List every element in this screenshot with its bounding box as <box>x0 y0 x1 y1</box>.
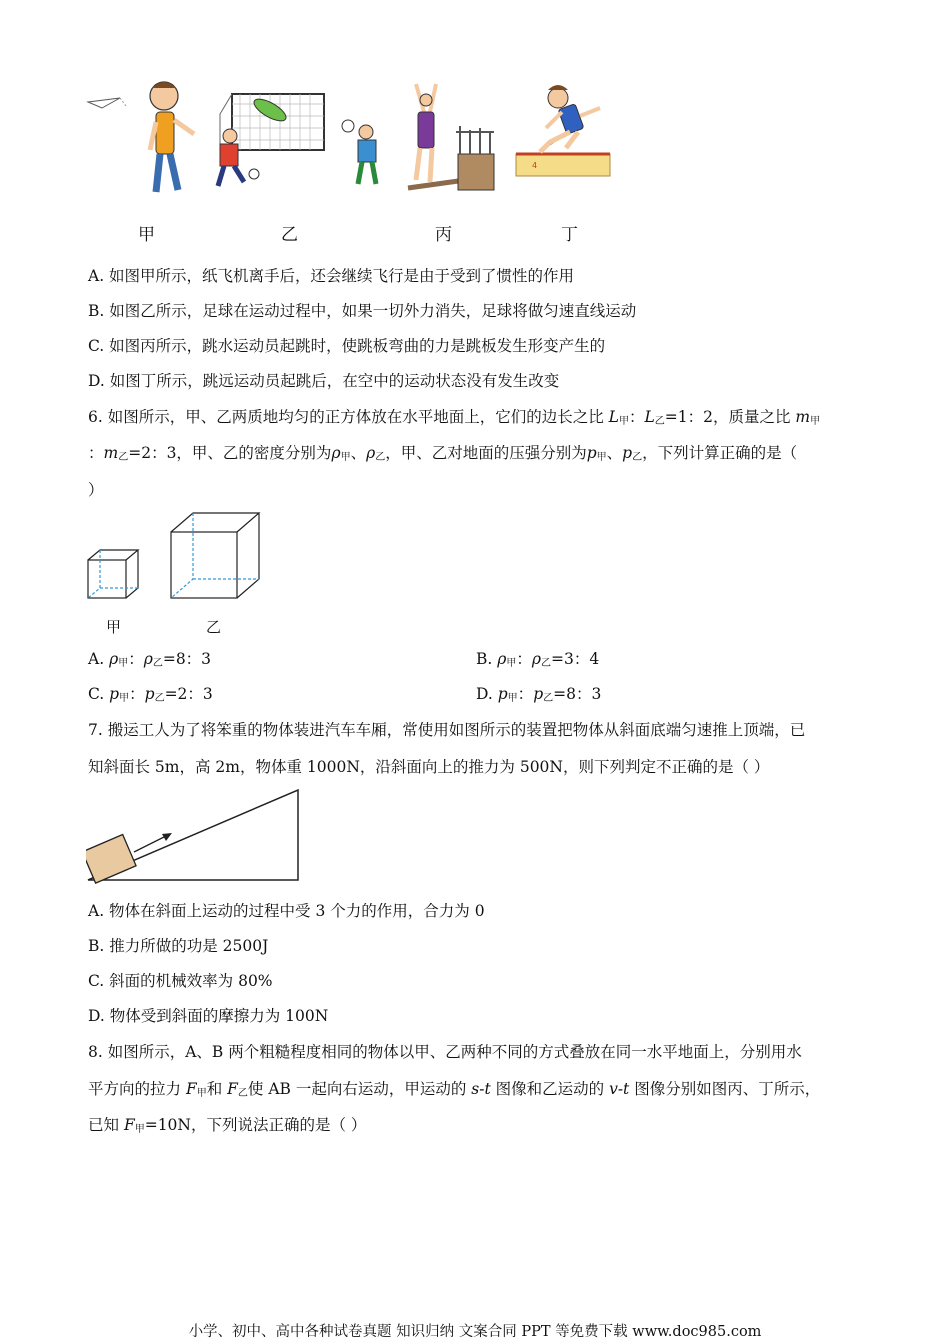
paper-plane-boy-illustration <box>88 82 194 192</box>
q5-option-d: D. 如图丁所示，跳远运动员起跳后，在空中的运动状态没有发生改变 <box>88 372 560 390</box>
small-cube-jia <box>88 550 138 598</box>
long-jump-illustration <box>516 85 610 176</box>
q8-stem-line3: 已知 $F_甲=10N$，下列说法正确的是（ ） <box>88 1116 367 1135</box>
figure-cubes <box>86 510 266 605</box>
push-force-arrow <box>134 833 172 852</box>
q5-option-a: A. 如图甲所示，纸飞机离手后，还会继续飞行是由于受到了惯性的作用 <box>88 267 575 285</box>
q7-option-d: D. 物体受到斜面的摩擦力为 100N <box>88 1007 329 1025</box>
q7-option-b: B. 推力所做的功是 2500J <box>88 937 269 955</box>
q5-option-b: B. 如图乙所示，足球在运动过程中，如果一切外力消失，足球将做匀速直线运动 <box>88 302 637 320</box>
figure-incline <box>86 788 302 884</box>
figure-label-ding: 丁 <box>561 225 578 245</box>
diving-illustration <box>408 84 494 190</box>
page-footer: 小学、初中、高中各种试卷真题 知识归纳 文案合同 PPT 等免费下载 www.doc985.com <box>188 1324 762 1340</box>
figure-label-bing: 丙 <box>435 225 452 245</box>
cube-label-jia: 甲 <box>106 618 122 636</box>
box-on-incline <box>86 835 136 884</box>
q7-stem-line1: 7. 搬运工人为了将笨重的物体装进汽车车厢，常使用如图所示的装置把物体从斜面底端匀速推上顶端，已 <box>88 721 806 739</box>
figure-inertia-illustrations <box>80 70 620 200</box>
q8-stem-line2: 平方向的拉力 $F_甲$和 $F_乙$使 AB 一起向右运动，甲运动的 s-t 图像和乙运动的 v-t 图像分别如图丙、丁所示， <box>88 1080 821 1099</box>
q6-option-a: A. $\rho_甲$：$\rho_乙=8$：3 <box>88 650 212 669</box>
cube-label-yi: 乙 <box>206 618 222 636</box>
q6-stem-line2: ：$m_乙=2$：3，甲、乙的密度分别为$\rho_甲$、$\rho_乙$，甲、乙对地面的压强分别为$p_甲$、$p_乙$，下列计算正确的是（ <box>88 444 798 463</box>
q6-stem-line3: ） <box>88 481 104 499</box>
large-cube-yi <box>171 513 259 598</box>
figure-label-jia: 甲 <box>138 225 155 245</box>
q7-option-c: C. 斜面的机械效率为 80% <box>88 972 273 990</box>
q7-stem-line2: 知斜面长 5m，高 2m，物体重 1000N，沿斜面向上的推力为 500N，则下列判定不正确的是（ ） <box>88 758 770 776</box>
q6-option-c: C. $p_甲$：$p_乙=2$：3 <box>88 685 213 704</box>
q7-option-a: A. 物体在斜面上运动的过程中受 3 个力的作用，合力为 0 <box>88 902 485 920</box>
ruler-mark-label: 4 <box>532 161 538 170</box>
soccer-goal-illustration <box>218 94 376 186</box>
q5-option-c: C. 如图丙所示，跳水运动员起跳时，使跳板弯曲的力是跳板发生形变产生的 <box>88 337 606 355</box>
figure-label-yi: 乙 <box>281 225 298 245</box>
q6-stem-line1: 6. 如图所示，甲、乙两质地均匀的正方体放在水平地面上，它们的边长之比 $L_甲$：$L_乙=1$：2，质量之比 $m_甲$ <box>88 408 821 427</box>
q6-option-b: B. $\rho_甲$：$\rho_乙=3$：4 <box>476 650 600 669</box>
q6-option-d: D. $p_甲$：$p_乙=8$：3 <box>476 685 602 704</box>
q8-stem-line1: 8. 如图所示，A、B 两个粗糙程度相同的物体以甲、乙两种不同的方式叠放在同一水平地面上，分别用水 <box>88 1043 802 1061</box>
